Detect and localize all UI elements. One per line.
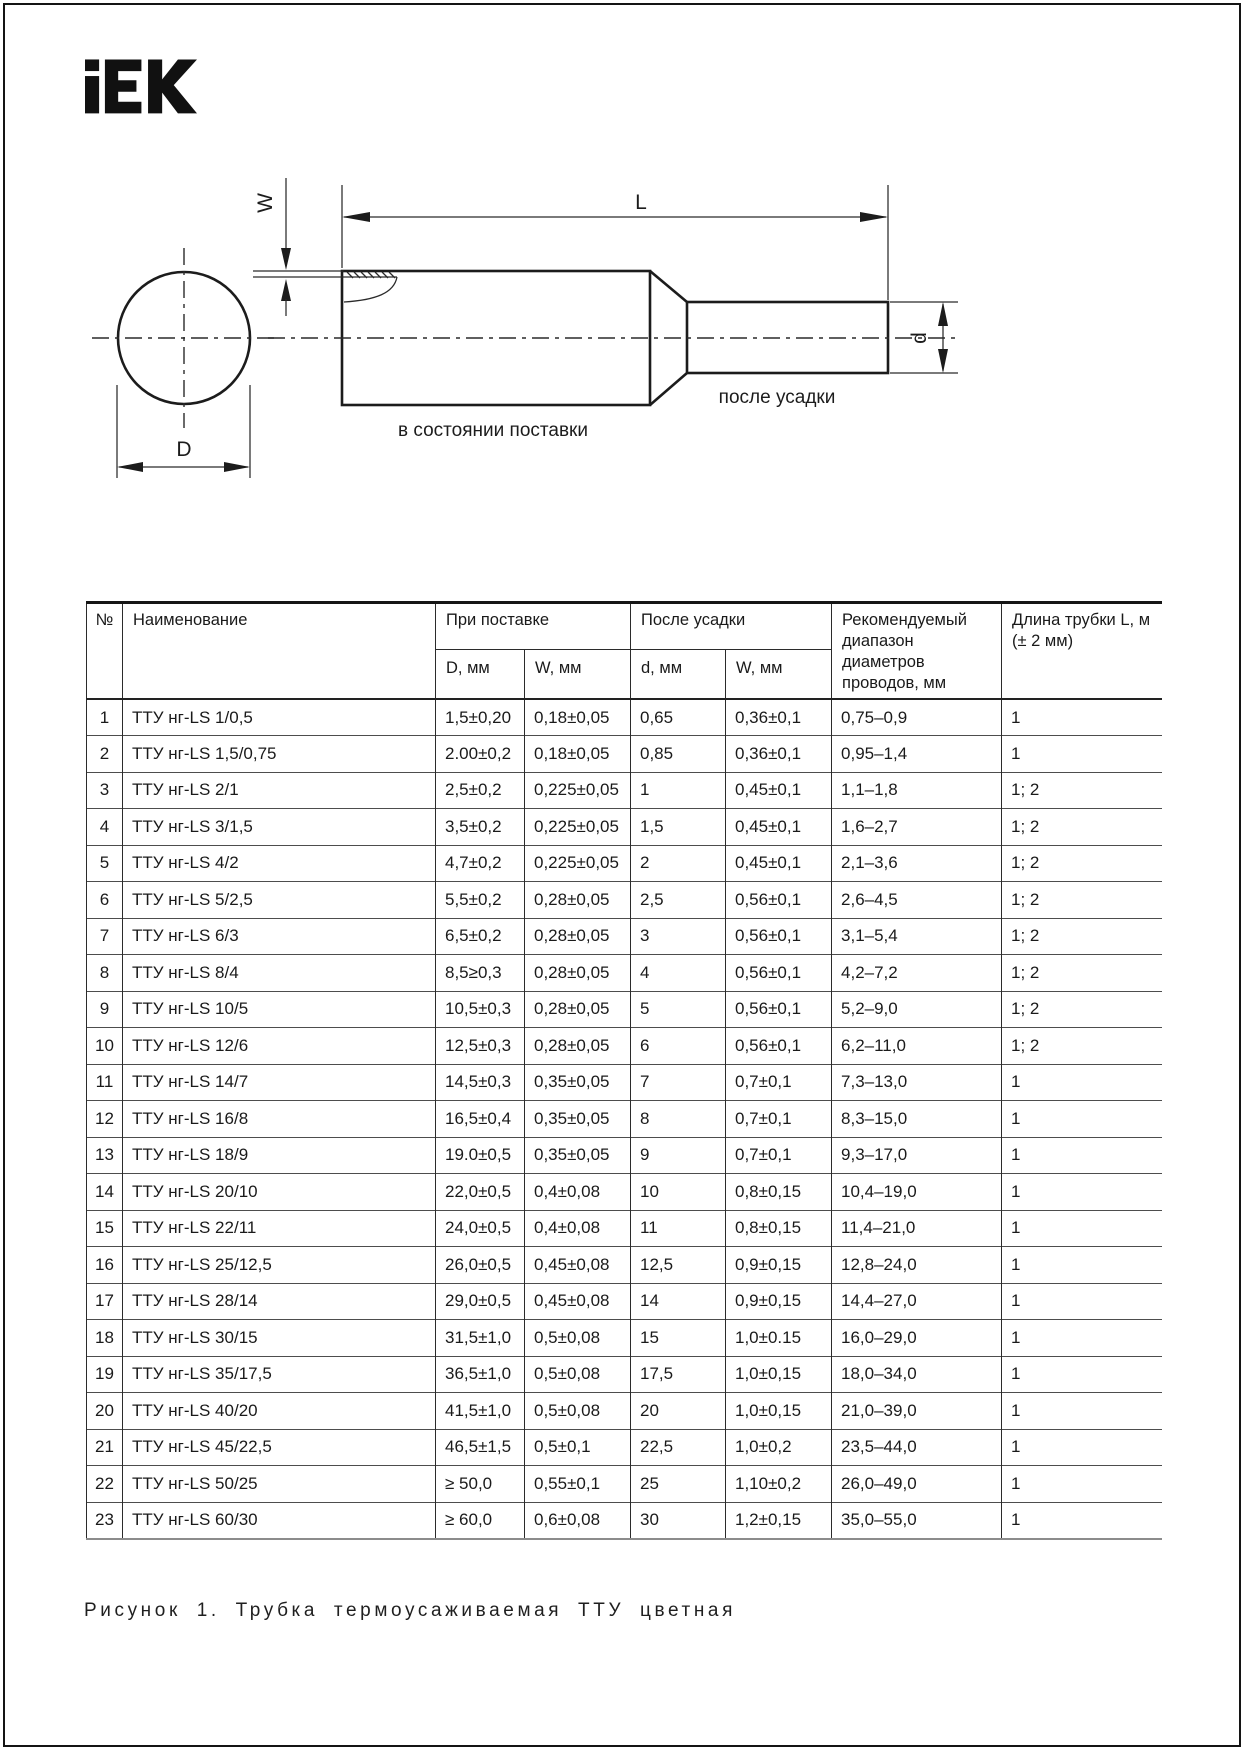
table-row (87, 1247, 1162, 1284)
table-cell: ТТУ нг-LS 8/4 (123, 955, 436, 992)
table-cell: 1 (1002, 1137, 1162, 1174)
table-cell: 7 (87, 918, 123, 955)
dim-label-d: d (908, 332, 931, 344)
table-cell: 5 (87, 845, 123, 882)
table-cell: 0,55±0,1 (525, 1466, 631, 1503)
table-cell: ≥ 50,0 (436, 1466, 525, 1503)
table-cell: 1 (1002, 1283, 1162, 1320)
table-cell: 10 (631, 1174, 726, 1211)
table-cell: 0,5±0,1 (525, 1429, 631, 1466)
table-cell: 5,2–9,0 (832, 991, 1002, 1028)
table-row (87, 1101, 1162, 1138)
table-cell: 18 (87, 1320, 123, 1357)
table-cell: 0,28±0,05 (525, 991, 631, 1028)
table-row (87, 809, 1162, 846)
table-cell: 19.0±0,5 (436, 1137, 525, 1174)
table-cell: 0,9±0,15 (726, 1247, 832, 1284)
dim-label-L: L (635, 191, 647, 214)
table-cell: 0,85 (631, 736, 726, 773)
label-supply-state: в состоянии поставки (398, 420, 588, 441)
table-cell: 12,8–24,0 (832, 1247, 1002, 1284)
table-cell: 0,9±0,15 (726, 1283, 832, 1320)
table-row (87, 1210, 1162, 1247)
table-cell: ТТУ нг-LS 14/7 (123, 1064, 436, 1101)
dimension-W (254, 178, 291, 316)
table-cell: 0,8±0,15 (726, 1174, 832, 1211)
table-cell: 2.00±0,2 (436, 736, 525, 773)
table-cell: 17,5 (631, 1356, 726, 1393)
table-cell: 11 (631, 1210, 726, 1247)
table-cell: 35,0–55,0 (832, 1502, 1002, 1539)
table-cell: 5,5±0,2 (436, 882, 525, 919)
table-cell: 4,2–7,2 (832, 955, 1002, 992)
table-cell: 1 (1002, 1466, 1162, 1503)
table-row (87, 882, 1162, 919)
table-row (87, 1064, 1162, 1101)
table-row (87, 1466, 1162, 1503)
table-cell: 4 (631, 955, 726, 992)
table-cell: ТТУ нг-LS 60/30 (123, 1502, 436, 1539)
table-cell: 1; 2 (1002, 918, 1162, 955)
table-cell: 6 (631, 1028, 726, 1065)
table-cell: 0,56±0,1 (726, 1028, 832, 1065)
table-cell: 10 (87, 1028, 123, 1065)
table-cell: 24,0±0,5 (436, 1210, 525, 1247)
dimension-D (117, 385, 250, 478)
table-cell: 1; 2 (1002, 991, 1162, 1028)
table-cell: ТТУ нг-LS 40/20 (123, 1393, 436, 1430)
table-cell: 18,0–34,0 (832, 1356, 1002, 1393)
table-cell: 1 (1002, 1356, 1162, 1393)
spec-table-header (87, 603, 1162, 700)
table-cell: 1 (87, 699, 123, 736)
table-cell: 20 (87, 1393, 123, 1430)
table-cell: 9,3–17,0 (832, 1137, 1002, 1174)
header-group-shrunk: После усадки (631, 603, 832, 650)
table-cell: 0,28±0,05 (525, 955, 631, 992)
table-cell: 12,5 (631, 1247, 726, 1284)
table-cell: 1,1–1,8 (832, 772, 1002, 809)
table-cell: ТТУ нг-LS 25/12,5 (123, 1247, 436, 1284)
spec-table-body (87, 699, 1162, 1539)
table-row (87, 918, 1162, 955)
table-cell: 1 (1002, 1429, 1162, 1466)
wall-thickness-detail (253, 271, 397, 302)
table-cell: 0,8±0,15 (726, 1210, 832, 1247)
table-cell: 21 (87, 1429, 123, 1466)
table-cell: ТТУ нг-LS 35/17,5 (123, 1356, 436, 1393)
table-cell: 0,28±0,05 (525, 918, 631, 955)
table-cell: 15 (631, 1320, 726, 1357)
header-wire-range: Рекомендуемый диапазон диаметров проводов, мм (832, 603, 1002, 700)
table-cell: ТТУ нг-LS 1/0,5 (123, 699, 436, 736)
table-cell: 1 (1002, 1174, 1162, 1211)
technical-drawing (0, 150, 1244, 495)
table-cell: 1 (1002, 1101, 1162, 1138)
table-cell: 2,6–4,5 (832, 882, 1002, 919)
table-cell: 1 (631, 772, 726, 809)
table-cell: ТТУ нг-LS 28/14 (123, 1283, 436, 1320)
table-cell: ≥ 60,0 (436, 1502, 525, 1539)
table-cell: 5 (631, 991, 726, 1028)
table-cell: 6,2–11,0 (832, 1028, 1002, 1065)
table-cell: 0,45±0,1 (726, 845, 832, 882)
table-cell: 22,5 (631, 1429, 726, 1466)
table-row (87, 1429, 1162, 1466)
table-cell: 15 (87, 1210, 123, 1247)
table-cell: 9 (631, 1137, 726, 1174)
table-row (87, 845, 1162, 882)
table-cell: 14,4–27,0 (832, 1283, 1002, 1320)
table-cell: 36,5±1,0 (436, 1356, 525, 1393)
iek-logo (85, 56, 197, 116)
table-cell: 0,36±0,1 (726, 736, 832, 773)
table-cell: 30 (631, 1502, 726, 1539)
table-row (87, 1028, 1162, 1065)
table-cell: ТТУ нг-LS 2/1 (123, 772, 436, 809)
table-cell: 8,3–15,0 (832, 1101, 1002, 1138)
table-cell: 6,5±0,2 (436, 918, 525, 955)
table-cell: 1; 2 (1002, 809, 1162, 846)
table-cell: 3,5±0,2 (436, 809, 525, 846)
table-cell: 6 (87, 882, 123, 919)
table-cell: ТТУ нг-LS 3/1,5 (123, 809, 436, 846)
table-cell: 1; 2 (1002, 882, 1162, 919)
table-cell: 1,2±0,15 (726, 1502, 832, 1539)
table-cell: ТТУ нг-LS 4/2 (123, 845, 436, 882)
table-row (87, 1356, 1162, 1393)
table-cell: ТТУ нг-LS 50/25 (123, 1466, 436, 1503)
table-cell: 1 (1002, 1320, 1162, 1357)
table-cell: 3,1–5,4 (832, 918, 1002, 955)
table-cell: 10,4–19,0 (832, 1174, 1002, 1211)
table-cell: 0,18±0,05 (525, 736, 631, 773)
table-cell: 1; 2 (1002, 955, 1162, 992)
table-cell: 1,0±0.15 (726, 1320, 832, 1357)
table-cell: ТТУ нг-LS 5/2,5 (123, 882, 436, 919)
table-cell: 0,45±0,1 (726, 772, 832, 809)
table-cell: 0,225±0,05 (525, 845, 631, 882)
table-cell: 1; 2 (1002, 772, 1162, 809)
table-cell: 0,56±0,1 (726, 882, 832, 919)
table-cell: 0,18±0,05 (525, 699, 631, 736)
dim-label-W: W (254, 193, 277, 213)
header-tube-length: Длина трубки L, м (± 2 мм) (1002, 603, 1162, 700)
table-cell: 1,6–2,7 (832, 809, 1002, 846)
table-cell: 0,35±0,05 (525, 1101, 631, 1138)
table-row (87, 1283, 1162, 1320)
table-cell: 1; 2 (1002, 1028, 1162, 1065)
header-D-mm: D, мм (436, 650, 525, 700)
table-cell: 1,5 (631, 809, 726, 846)
table-row (87, 699, 1162, 736)
iek-logo-graphic (85, 56, 197, 116)
table-cell: 14,5±0,3 (436, 1064, 525, 1101)
spec-table (86, 601, 1162, 1540)
table-cell: 11,4–21,0 (832, 1210, 1002, 1247)
table-cell: 22,0±0,5 (436, 1174, 525, 1211)
table-row (87, 1393, 1162, 1430)
table-cell: 0,56±0,1 (726, 991, 832, 1028)
table-cell: ТТУ нг-LS 30/15 (123, 1320, 436, 1357)
table-cell: 1,0±0,15 (726, 1356, 832, 1393)
table-cell: 1 (1002, 699, 1162, 736)
table-cell: 2 (631, 845, 726, 882)
table-cell: 14 (631, 1283, 726, 1320)
table-cell: 0,7±0,1 (726, 1064, 832, 1101)
table-cell: ТТУ нг-LS 12/6 (123, 1028, 436, 1065)
table-cell: ТТУ нг-LS 18/9 (123, 1137, 436, 1174)
table-cell: 0,95–1,4 (832, 736, 1002, 773)
table-cell: 16,0–29,0 (832, 1320, 1002, 1357)
table-cell: 0,75–0,9 (832, 699, 1002, 736)
table-cell: 2,1–3,6 (832, 845, 1002, 882)
dim-label-D: D (176, 438, 192, 461)
table-cell: 0,7±0,1 (726, 1101, 832, 1138)
dimension-L (342, 185, 888, 300)
table-cell: 10,5±0,3 (436, 991, 525, 1028)
table-cell: 46,5±1,5 (436, 1429, 525, 1466)
table-cell: 29,0±0,5 (436, 1283, 525, 1320)
table-cell: 17 (87, 1283, 123, 1320)
table-cell: 12 (87, 1101, 123, 1138)
table-row (87, 1320, 1162, 1357)
table-cell: 0,35±0,05 (525, 1137, 631, 1174)
table-cell: 1 (1002, 1247, 1162, 1284)
header-W1-mm: W, мм (525, 650, 631, 700)
table-cell: 0,225±0,05 (525, 772, 631, 809)
table-cell: 21,0–39,0 (832, 1393, 1002, 1430)
table-cell: 3 (87, 772, 123, 809)
table-cell: 0,45±0,08 (525, 1247, 631, 1284)
table-cell: 0,5±0,08 (525, 1356, 631, 1393)
table-cell: 9 (87, 991, 123, 1028)
header-num: № (87, 603, 123, 700)
table-cell: 0,5±0,08 (525, 1393, 631, 1430)
table-cell: 0,7±0,1 (726, 1137, 832, 1174)
table-row (87, 1502, 1162, 1539)
header-name: Наименование (123, 603, 436, 700)
table-cell: 1,0±0,15 (726, 1393, 832, 1430)
table-cell: 16,5±0,4 (436, 1101, 525, 1138)
table-cell: ТТУ нг-LS 1,5/0,75 (123, 736, 436, 773)
table-cell: 0,45±0,08 (525, 1283, 631, 1320)
table-cell: 0,6±0,08 (525, 1502, 631, 1539)
table-cell: 31,5±1,0 (436, 1320, 525, 1357)
table-cell: 11 (87, 1064, 123, 1101)
table-cell: 1 (1002, 1393, 1162, 1430)
table-cell: 1 (1002, 1502, 1162, 1539)
table-row (87, 1137, 1162, 1174)
table-cell: 7,3–13,0 (832, 1064, 1002, 1101)
table-cell: 26,0±0,5 (436, 1247, 525, 1284)
table-cell: 3 (631, 918, 726, 955)
table-cell: ТТУ нг-LS 20/10 (123, 1174, 436, 1211)
table-cell: 20 (631, 1393, 726, 1430)
table-cell: 1 (1002, 736, 1162, 773)
table-cell: ТТУ нг-LS 16/8 (123, 1101, 436, 1138)
table-cell: 2,5 (631, 882, 726, 919)
header-d-mm: d, мм (631, 650, 726, 700)
table-row (87, 736, 1162, 773)
table-row (87, 955, 1162, 992)
table-cell: ТТУ нг-LS 6/3 (123, 918, 436, 955)
table-cell: 8 (631, 1101, 726, 1138)
table-cell: 0,35±0,05 (525, 1064, 631, 1101)
header-W2-mm: W, мм (726, 650, 832, 700)
table-cell: 1,10±0,2 (726, 1466, 832, 1503)
table-cell: 0,45±0,1 (726, 809, 832, 846)
table-cell: 7 (631, 1064, 726, 1101)
table-cell: 1; 2 (1002, 845, 1162, 882)
table-cell: 22 (87, 1466, 123, 1503)
table-cell: 23 (87, 1502, 123, 1539)
table-cell: ТТУ нг-LS 10/5 (123, 991, 436, 1028)
table-cell: 1 (1002, 1210, 1162, 1247)
table-cell: 0,4±0,08 (525, 1174, 631, 1211)
table-cell: 0,65 (631, 699, 726, 736)
table-cell: 41,5±1,0 (436, 1393, 525, 1430)
table-cell: 14 (87, 1174, 123, 1211)
table-cell: 13 (87, 1137, 123, 1174)
table-cell: 25 (631, 1466, 726, 1503)
table-cell: 1,5±0,20 (436, 699, 525, 736)
table-cell: 26,0–49,0 (832, 1466, 1002, 1503)
table-cell: 0,56±0,1 (726, 918, 832, 955)
table-cell: 4,7±0,2 (436, 845, 525, 882)
table-cell: 0,28±0,05 (525, 1028, 631, 1065)
table-cell: ТТУ нг-LS 22/11 (123, 1210, 436, 1247)
table-cell: 0,56±0,1 (726, 955, 832, 992)
table-cell: 0,36±0,1 (726, 699, 832, 736)
table-cell: 2,5±0,2 (436, 772, 525, 809)
label-after-shrink: после усадки (718, 387, 836, 408)
table-cell: 1,0±0,2 (726, 1429, 832, 1466)
table-cell: 8,5≥0,3 (436, 955, 525, 992)
table-cell: 0,4±0,08 (525, 1210, 631, 1247)
table-cell: 0,5±0,08 (525, 1320, 631, 1357)
table-cell: 4 (87, 809, 123, 846)
table-cell: 8 (87, 955, 123, 992)
table-cell: 16 (87, 1247, 123, 1284)
table-cell: 12,5±0,3 (436, 1028, 525, 1065)
table-row (87, 772, 1162, 809)
tube-cross-section (92, 248, 276, 428)
figure-caption: Рисунок 1. Трубка термоусаживаемая ТТУ цветная (84, 1600, 736, 1621)
table-cell: 1 (1002, 1064, 1162, 1101)
spec-table-grid (86, 601, 1162, 1540)
table-cell: ТТУ нг-LS 45/22,5 (123, 1429, 436, 1466)
table-cell: 0,225±0,05 (525, 809, 631, 846)
table-cell: 2 (87, 736, 123, 773)
table-row (87, 1174, 1162, 1211)
table-row (87, 991, 1162, 1028)
header-group-delivery: При поставке (436, 603, 631, 650)
table-cell: 19 (87, 1356, 123, 1393)
table-cell: 23,5–44,0 (832, 1429, 1002, 1466)
table-cell: 0,28±0,05 (525, 882, 631, 919)
